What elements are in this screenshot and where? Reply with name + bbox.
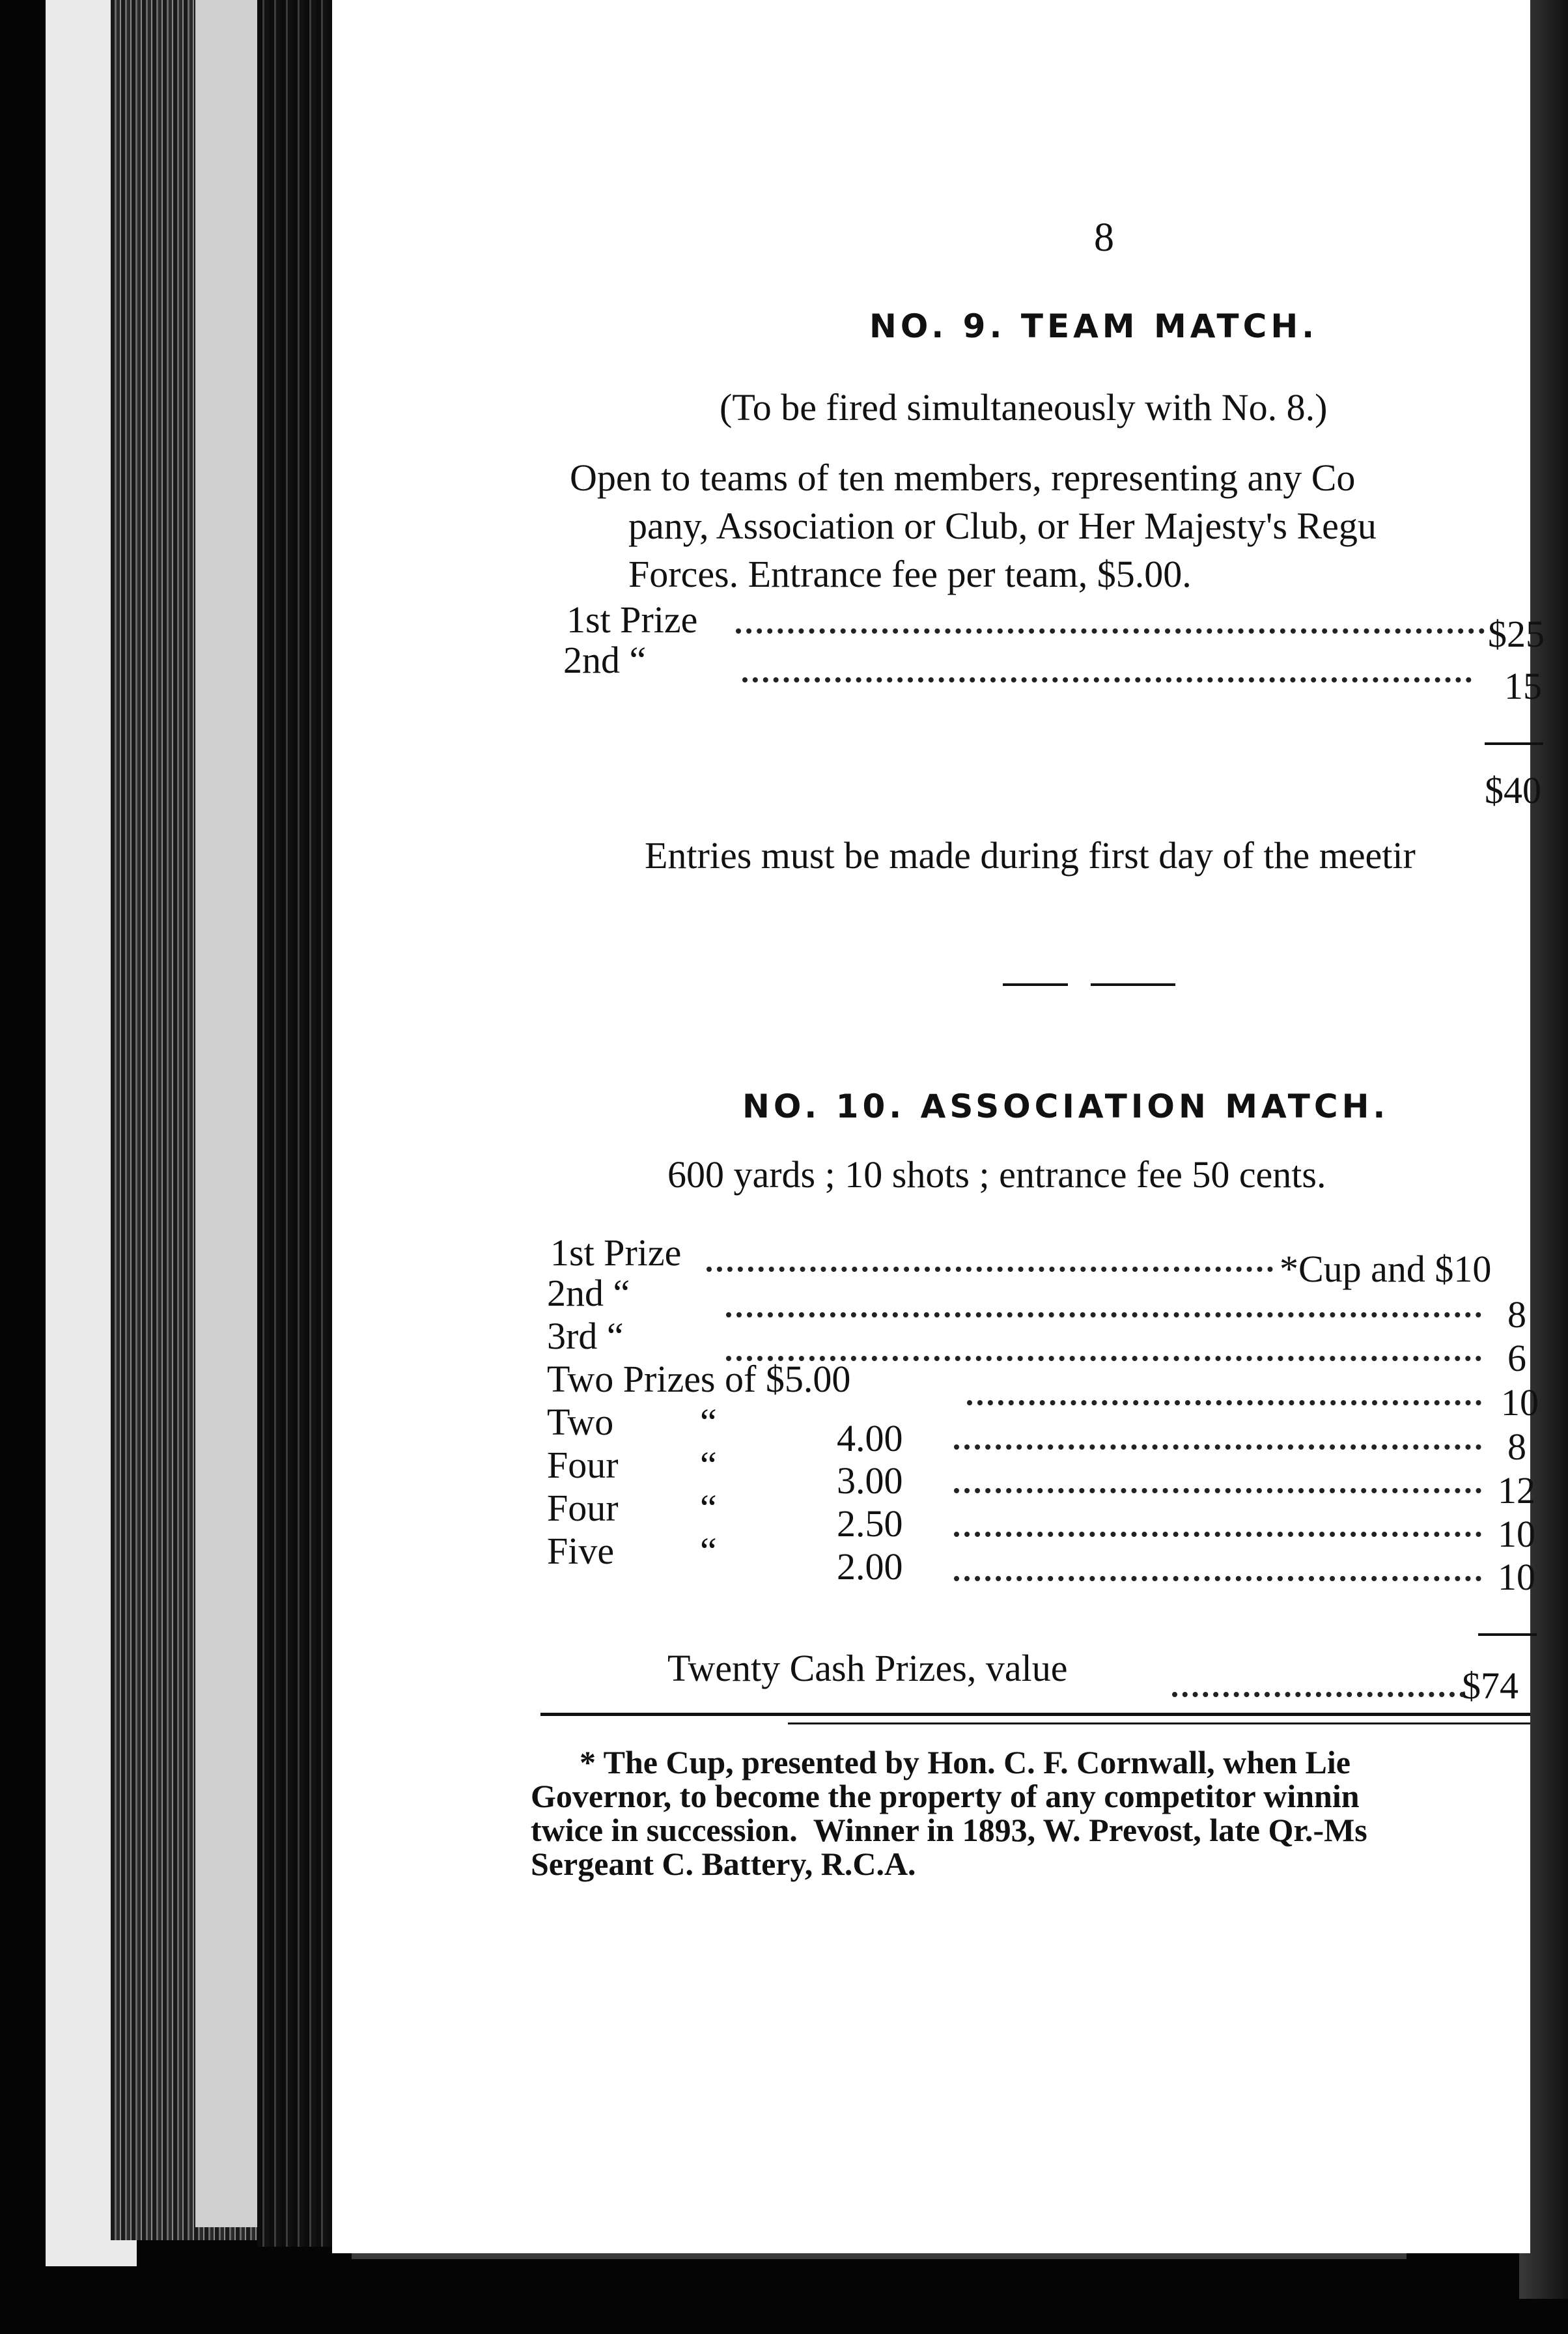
match10-ditto-mark: “ (700, 1444, 717, 1486)
match10-prize-label: Two Prizes of $5.00 (547, 1358, 851, 1400)
match10-prize-label: 2nd “ (547, 1272, 630, 1314)
section-divider (1003, 983, 1068, 986)
match10-prize-label: Four (547, 1487, 619, 1529)
match9-prize-value: 15 (1504, 665, 1542, 707)
match9-condition-line: Forces. Entrance fee per team, $5.00. (628, 553, 1192, 595)
leader-dots (954, 1576, 1481, 1581)
match10-prize-value: 10 (1501, 1381, 1539, 1424)
match10-total-label: Twenty Cash Prizes, value (667, 1647, 1068, 1689)
match10-ditto-mark: “ (700, 1487, 717, 1529)
match10-prize-amount: 2.50 (837, 1502, 903, 1545)
leader-dots (967, 1400, 1481, 1405)
match9-title: NO. 9. TEAM MATCH. (869, 307, 1319, 345)
match10-prize-label: 1st Prize (550, 1231, 682, 1274)
match10-ditto-mark: “ (700, 1401, 717, 1443)
match10-prize-label: Two (547, 1401, 614, 1443)
leader-dots (726, 1312, 1481, 1317)
match10-prize-amount: 2.00 (837, 1545, 903, 1588)
match10-prize-value: 6 (1507, 1337, 1526, 1379)
section-divider (1091, 983, 1175, 986)
match10-prize-amount: 4.00 (837, 1417, 903, 1459)
match10-total-value: $74 (1462, 1665, 1519, 1707)
match9-condition-line: pany, Association or Club, or Her Majesty's Regu (628, 505, 1377, 547)
footnote-line: Governor, to become the property of any competitor winnin (531, 1778, 1360, 1814)
leader-dots (707, 1267, 1273, 1272)
match9-total: $40 (1485, 769, 1541, 811)
match9-prize-value: $25 (1488, 613, 1545, 655)
match9-note: Entries must be made during first day of the meetir (645, 834, 1416, 877)
match10-prize-value: 8 (1507, 1426, 1526, 1468)
leader-dots (736, 628, 1485, 634)
document-page (332, 0, 1545, 2253)
match10-ditto-mark: “ (700, 1530, 717, 1572)
footnote-rule-thin (788, 1722, 1530, 1724)
match9-condition-line: Open to teams of ten members, representing any Co (570, 457, 1356, 499)
match10-prize-value: 8 (1507, 1293, 1526, 1336)
page-number: 8 (1094, 216, 1114, 260)
footnote-line: twice in succession. Winner in 1893, W. Prevost, late Qr.-Ms (531, 1812, 1367, 1848)
leader-dots (954, 1532, 1481, 1537)
leader-dots (954, 1488, 1481, 1493)
sum-rule (1485, 742, 1543, 745)
match9-prize-label: 1st Prize (567, 598, 698, 641)
leader-dots (742, 677, 1472, 682)
match10-subtitle: 600 yards ; 10 shots ; entrance fee 50 cents. (667, 1153, 1326, 1196)
footnote-line: * The Cup, presented by Hon. C. F. Cornwall, when Lie (531, 1744, 1351, 1780)
leader-dots (954, 1444, 1481, 1450)
sum-rule (1478, 1633, 1537, 1636)
match10-prize-value: 10 (1498, 1513, 1535, 1555)
book-page-edges (257, 0, 335, 2247)
match10-prize-label: Four (547, 1444, 619, 1486)
leader-dots (1172, 1692, 1465, 1697)
footnote-rule (540, 1713, 1530, 1716)
match10-prize-label: Five (547, 1530, 615, 1572)
match10-prize-value: 10 (1498, 1556, 1535, 1598)
book-fore-edge-highlight (195, 0, 267, 2227)
match9-subtitle: (To be fired simultaneously with No. 8.) (720, 386, 1328, 429)
match10-prize-value: *Cup and $10 (1280, 1248, 1492, 1290)
match10-title: NO. 10. ASSOCIATION MATCH. (742, 1088, 1390, 1125)
match9-prize-label: 2nd “ (563, 639, 647, 681)
footnote-line: Sergeant C. Battery, R.C.A. (531, 1846, 916, 1882)
match10-prize-amount: 3.00 (837, 1459, 903, 1502)
match10-prize-label: 3rd “ (547, 1315, 624, 1357)
match10-prize-value: 12 (1498, 1469, 1535, 1511)
